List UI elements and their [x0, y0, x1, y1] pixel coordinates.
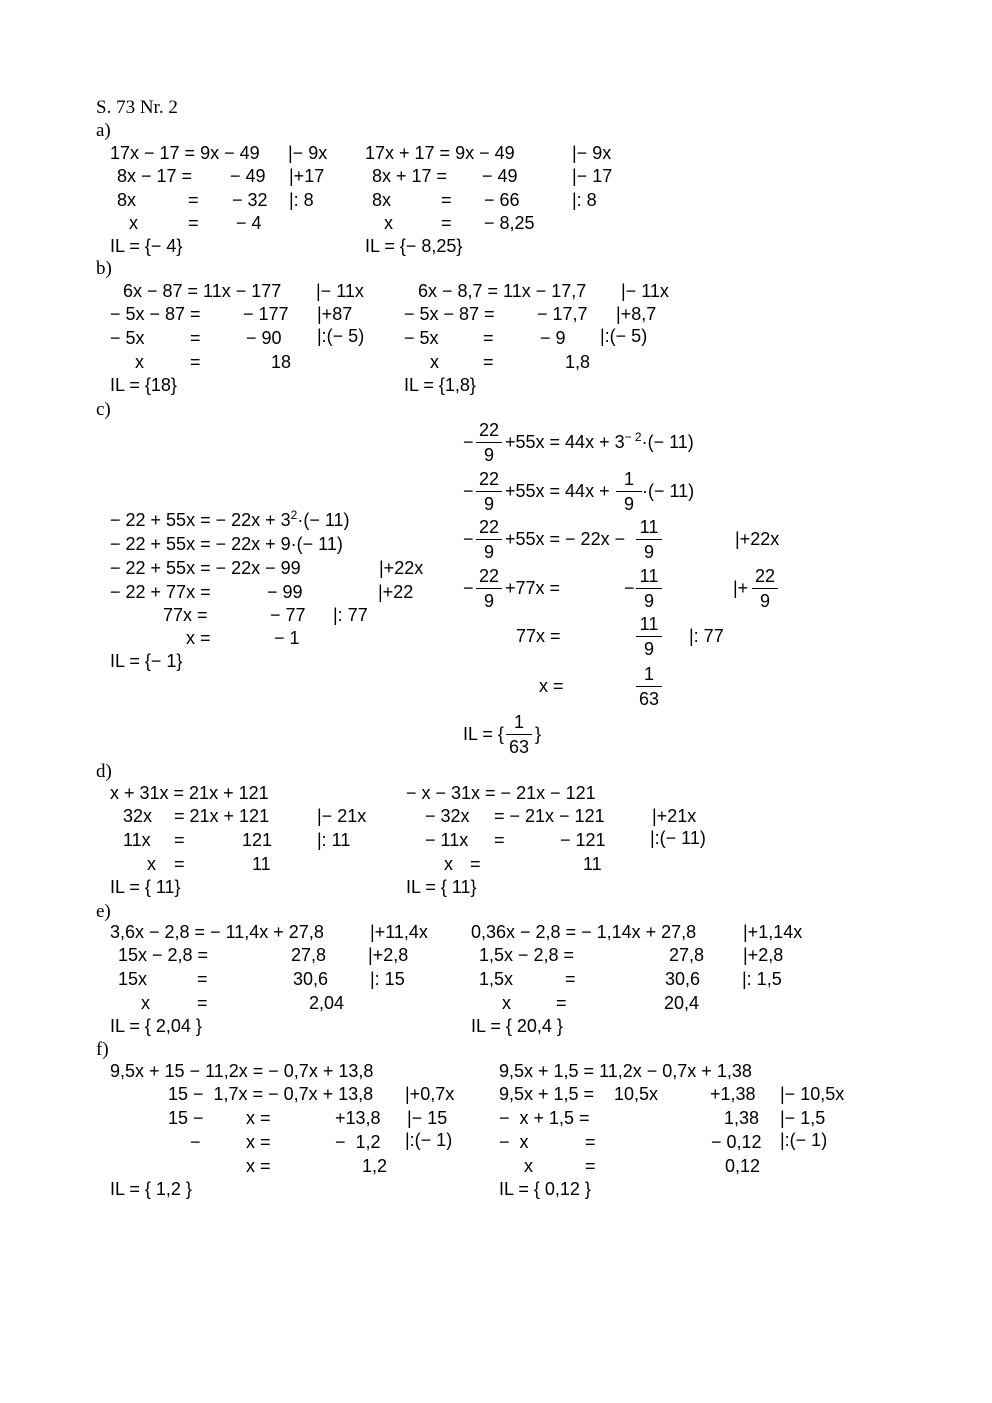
e-right-op-3: |: 1,5 [742, 969, 782, 989]
e-right-line-4-eq: = [556, 993, 567, 1013]
c-right-op-3: |+22x [735, 529, 780, 549]
f-left-op-4: |:(− 1) [405, 1130, 453, 1150]
c-left-op-5: |: 77 [333, 605, 368, 625]
a-right-line-2-rhs: − 49 [482, 166, 518, 186]
a-right-line-3-rhs: − 66 [484, 190, 520, 210]
e-left-line-1: 3,6x − 2,8 = − 11,4x + 27,8 [110, 922, 324, 942]
part-f-label: f) [96, 1039, 109, 1060]
c-right-row4-eleven-ninths: 11 9 [636, 567, 662, 612]
e-right-line-2-lhs: 1,5x − 2,8 = [479, 945, 575, 965]
c-right-row1-fraction: 22 9 [476, 421, 502, 466]
f-right-line-3-lhs: − x + 1,5 = [499, 1108, 590, 1128]
e-left-solution: IL = { 2,04 } [110, 1016, 202, 1036]
f-right-op-3: |− 1,5 [780, 1108, 826, 1128]
b-right-line-4-lhs: x [430, 352, 439, 372]
d-right-line-2-rhs: = − 21x − 121 [494, 806, 605, 826]
c-right-row2-minus: − [463, 481, 474, 501]
a-left-line-4-eq: = [188, 213, 199, 233]
e-right-line-3-rhs: 30,6 [665, 969, 701, 989]
e-right-line-3-lhs: 1,5x [479, 969, 514, 989]
c-right-row2-one-ninth: 1 9 [616, 470, 642, 515]
a-left-solution: IL = {− 4} [110, 236, 183, 256]
c-left-line-2: − 22 + 55x = − 22x + 9·(− 11) [110, 534, 343, 554]
d-right-line-3-lhs: − 11x [425, 830, 469, 850]
d-left-line-1: x + 31x = 21x + 121 [110, 783, 269, 803]
c-left-solution: IL = {− 1} [110, 651, 183, 671]
a-right-line-4-rhs: − 8,25 [484, 213, 535, 233]
e-left-line-2-rhs: 27,8 [291, 945, 327, 965]
e-left-line-4-eq: = [197, 993, 208, 1013]
d-right-op-2: |+21x [652, 806, 697, 826]
d-left-line-2-lhs: 32x [123, 806, 153, 826]
b-right-solution: IL = {1,8} [404, 375, 476, 395]
c-right-row4-expr: +77x = [505, 578, 561, 598]
e-right-line-4-lhs: x [502, 993, 511, 1013]
a-left-op-2: |+17 [289, 166, 325, 186]
d-left-line-3-rhs: 121 [242, 830, 273, 850]
e-right-line-3-eq: = [565, 969, 576, 989]
c-right-row4-minus: − [463, 578, 474, 598]
b-left-op-1: |− 11x [316, 281, 364, 301]
d-right-line-3-rhs: − 121 [560, 830, 606, 850]
d-left-line-4-lhs: x [147, 854, 156, 874]
f-left-line-3-rhs: +13,8 [335, 1108, 381, 1128]
f-right-line-5-lhs: x [524, 1156, 533, 1176]
b-left-line-3-lhs: − 5x [110, 328, 145, 348]
f-left-solution: IL = { 1,2 } [110, 1179, 192, 1199]
b-left-line-4-eq: = [190, 352, 201, 372]
part-d-label: d) [96, 761, 112, 782]
a-left-line-2-lhs: 8x − 17 = [117, 166, 193, 186]
d-left-solution: IL = { 11} [110, 877, 181, 897]
b-right-op-3: |:(− 5) [600, 326, 648, 346]
c-right-row3-minus: − [463, 529, 474, 549]
c-right-solution-close: } [535, 724, 542, 744]
f-left-line-5-lhs: x = [246, 1156, 271, 1176]
c-right-row2-expr: +55x = 44x + [505, 481, 610, 501]
c-right-op-5: |: 77 [689, 626, 724, 646]
b-left-line-1: 6x − 87 = 11x − 177 [123, 281, 282, 301]
a-left-line-4-lhs: x [129, 213, 138, 233]
f-right-line-2-mid: 10,5x [614, 1084, 659, 1104]
b-right-op-2: |+8,7 [616, 304, 657, 324]
f-right-line-4-eq: = [585, 1132, 596, 1152]
c-left-op-3: |+22x [379, 558, 424, 578]
c-right-row1-expr: $+55x = 44x + 3^{- 2}\cdot(- 11)$ [505, 430, 694, 452]
b-left-op-2: |+87 [317, 304, 353, 324]
e-right-line-1: 0,36x − 2,8 = − 1,14x + 27,8 [471, 922, 697, 942]
part-b-label: b) [96, 258, 112, 279]
e-right-op-1: |+1,14x [743, 922, 803, 942]
d-right-line-3-eq: = [494, 830, 505, 850]
a-right-line-4-eq: = [441, 213, 452, 233]
e-left-line-2-lhs: 15x − 2,8 = [118, 945, 209, 965]
d-right-line-4-lhs: x [444, 854, 453, 874]
d-right-op-3: |:(− 11) [650, 828, 706, 848]
a-right-line-2-lhs: 8x + 17 = [372, 166, 448, 186]
c-left-line-4-rhs: − 99 [267, 582, 303, 602]
c-right-row5-eleven-ninths: 11 9 [636, 615, 662, 660]
a-right-op-2: |− 17 [572, 166, 613, 186]
a-right-line-1: 17x + 17 = 9x − 49 [365, 143, 515, 163]
f-right-line-2-rhs: +1,38 [710, 1084, 756, 1104]
b-right-line-2-rhs: − 17,7 [537, 304, 588, 324]
f-right-line-5-rhs: 0,12 [725, 1156, 761, 1176]
f-left-line-2: 15 − 1,7x = − 0,7x + 13,8 [168, 1084, 374, 1104]
c-right-row4-fraction: 22 9 [476, 567, 502, 612]
a-right-op-1: |− 9x [572, 143, 612, 163]
a-right-line-3-eq: = [441, 190, 452, 210]
f-right-solution: IL = { 0,12 } [499, 1179, 591, 1199]
a-right-line-3-lhs: 8x [372, 190, 392, 210]
c-right-row6-one-63rd: 1 63 [636, 665, 662, 710]
b-right-line-3-lhs: − 5x [404, 328, 439, 348]
e-left-op-3: |: 15 [370, 969, 405, 989]
a-left-line-3-eq: = [188, 190, 199, 210]
a-right-op-3: |: 8 [572, 190, 597, 210]
f-right-line-2-lhs: 9,5x + 1,5 = [499, 1084, 595, 1104]
f-left-op-2: |+0,7x [405, 1084, 455, 1104]
a-right-line-4-lhs: x [384, 213, 393, 233]
b-right-line-3-rhs: − 9 [540, 328, 566, 348]
f-right-op-2: |− 10,5x [780, 1084, 845, 1104]
c-right-row3-expr: +55x = − 22x − [505, 529, 626, 549]
c-right-row6-lhs: x = [539, 676, 564, 696]
d-left-op-2: |− 21x [317, 806, 367, 826]
e-right-solution: IL = { 20,4 } [471, 1016, 563, 1036]
b-right-line-3-eq: = [483, 328, 494, 348]
e-left-line-3-rhs: 30,6 [293, 969, 329, 989]
c-right-row1-minus: − [463, 432, 474, 452]
d-right-line-1: − x − 31x = − 21x − 121 [406, 783, 596, 803]
a-left-line-1: 17x − 17 = 9x − 49 [110, 143, 260, 163]
f-left-line-4-rhs: − 1,2 [335, 1132, 381, 1152]
c-right-row3-eleven-ninths: 11 9 [636, 518, 662, 563]
f-left-line-3-lhs: x = [246, 1108, 271, 1128]
a-right-solution: IL = {− 8,25} [365, 236, 463, 256]
a-left-op-3: |: 8 [289, 190, 314, 210]
c-right-op-4-fraction: 22 9 [752, 567, 778, 612]
d-right-line-2-lhs: − 32x [425, 806, 470, 826]
d-left-line-4-rhs: 11 [252, 854, 271, 874]
c-left-line-6-lhs: x = [186, 628, 211, 648]
f-right-line-1: 9,5x + 1,5 = 11,2x − 0,7x + 1,38 [499, 1061, 752, 1081]
f-right-line-4-rhs: − 0,12 [711, 1132, 762, 1152]
d-right-line-4-rhs: 11 [583, 854, 602, 874]
c-right-row2-fraction: 22 9 [476, 470, 502, 515]
b-right-op-1: |− 11x [621, 281, 669, 301]
f-left-line-4-a: − [190, 1132, 201, 1152]
b-left-line-3-eq: = [190, 328, 201, 348]
c-right-row2-tail: ·(− 11) [642, 481, 695, 501]
c-left-line-6-rhs: − 1 [274, 628, 300, 648]
a-left-line-2-rhs: − 49 [230, 166, 266, 186]
d-left-line-4-eq: = [174, 854, 185, 874]
d-left-line-2-rhs: = 21x + 121 [174, 806, 270, 826]
b-right-line-4-rhs: 1,8 [565, 352, 591, 372]
e-left-line-3-lhs: 15x [118, 969, 148, 989]
c-right-row5-lhs: 77x = [516, 626, 561, 646]
b-right-line-1: 6x − 8,7 = 11x − 17,7 [418, 281, 587, 301]
f-left-line-4-lhs: x = [246, 1132, 271, 1152]
a-left-line-4-rhs: − 4 [236, 213, 262, 233]
c-left-line-3: − 22 + 55x = − 22x − 99 [110, 558, 301, 578]
c-left-line-1: − 22 + 55x = − $22x + 3^2\cdot(- 11)$ [110, 508, 350, 530]
d-right-solution: IL = { 11} [406, 877, 477, 897]
f-right-line-3-rhs: 1,38 [724, 1108, 760, 1128]
c-right-solution-fraction: 1 63 [506, 713, 532, 758]
page-heading: S. 73 Nr. 2 [96, 97, 178, 118]
f-left-op-3: |− 15 [407, 1108, 448, 1128]
c-right-row3-fraction: 22 9 [476, 518, 502, 563]
b-left-line-2-rhs: − 177 [243, 304, 289, 324]
e-right-line-4-rhs: 20,4 [664, 993, 700, 1013]
b-left-line-3-rhs: − 90 [246, 328, 282, 348]
a-left-op-1: |− 9x [288, 143, 328, 163]
c-right-row4-rhs-minus: − [624, 578, 635, 598]
b-left-line-4-rhs: 18 [271, 352, 292, 372]
f-left-line-5-rhs: 1,2 [362, 1156, 388, 1176]
c-left-line-5-rhs: − 77 [270, 605, 306, 625]
b-right-line-4-eq: = [483, 352, 494, 372]
c-right-solution-open: IL = { [463, 724, 504, 744]
e-left-op-1: |+11,4x [370, 922, 428, 942]
b-left-op-3: |:(− 5) [317, 326, 365, 346]
part-e-label: e) [96, 901, 111, 922]
d-left-op-3: |: 11 [317, 830, 351, 850]
e-right-line-2-rhs: 27,8 [669, 945, 705, 965]
d-left-line-3-lhs: 11x [123, 830, 151, 850]
b-left-solution: IL = {18} [110, 375, 177, 395]
part-c-label: c) [96, 399, 111, 420]
c-right-op-4: |+ [733, 578, 749, 598]
b-left-line-2-lhs: − 5x − 87 = [110, 304, 201, 324]
e-right-op-2: |+2,8 [743, 945, 784, 965]
b-left-line-4-lhs: x [135, 352, 144, 372]
f-left-line-3-a: 15 − [168, 1108, 204, 1128]
part-a-label: a) [96, 120, 111, 141]
e-left-line-4-rhs: 2,04 [309, 993, 345, 1013]
f-right-op-4: |:(− 1) [780, 1130, 828, 1150]
a-left-line-3-lhs: 8x [117, 190, 137, 210]
c-left-line-4-lhs: − 22 + 77x = [110, 582, 211, 602]
e-left-op-2: |+2,8 [368, 945, 409, 965]
b-right-line-2-lhs: − 5x − 87 = [404, 304, 495, 324]
c-left-line-5-lhs: 77x = [163, 605, 208, 625]
a-left-line-3-rhs: − 32 [232, 190, 268, 210]
c-left-op-4: |+22 [378, 582, 414, 602]
e-left-line-4-lhs: x [141, 993, 150, 1013]
f-left-line-1: 9,5x + 15 − 11,2x = − 0,7x + 13,8 [110, 1061, 374, 1081]
f-right-line-4-lhs: − x [499, 1132, 529, 1152]
f-right-line-5-eq: = [585, 1156, 596, 1176]
d-left-line-3-eq: = [174, 830, 185, 850]
d-right-line-4-eq: = [470, 854, 481, 874]
e-left-line-3-eq: = [197, 969, 208, 989]
